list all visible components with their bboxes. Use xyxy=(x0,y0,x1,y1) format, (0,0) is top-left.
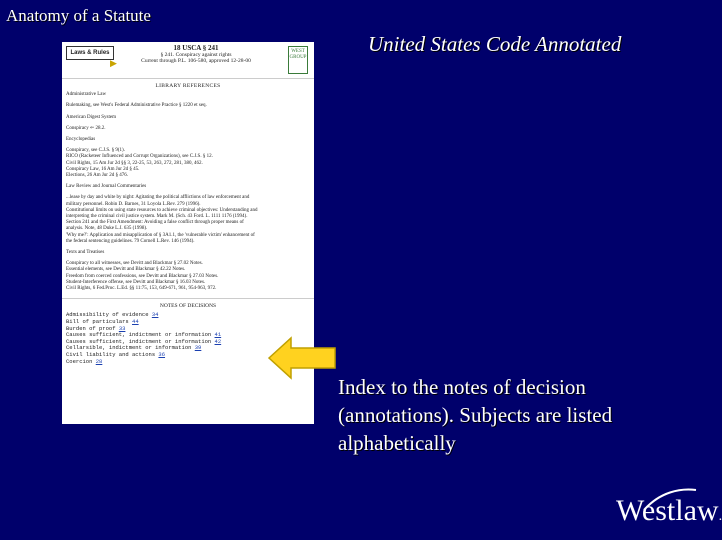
citation-block xyxy=(136,45,256,65)
notes-of-decisions-heading: NOTES OF DECISIONS xyxy=(62,298,314,309)
document-line: interpreting the criminal civil justice system. Mark M. (Sch. 43 Ford. L. 1111 1176 (1994). xyxy=(66,214,248,220)
document-line: American Digest System xyxy=(66,114,116,120)
document-line: ...lease by day and white by night: Agitating the political afflictions of law enforcement and xyxy=(66,195,250,201)
notes-index-label: Causes sufficient, indictment or information xyxy=(66,337,215,345)
library-references-body xyxy=(62,92,314,195)
document-line: Section 241 and the First Amendment: Avoiding a false conflict through proper means of xyxy=(66,220,244,226)
westlaw-logo xyxy=(616,494,722,534)
document-line: Conspiracy, see C.J.S. § 9(1). xyxy=(66,148,125,154)
notes-index-link[interactable]: 41 xyxy=(214,331,222,339)
notes-index-label: Burden of proof xyxy=(66,324,119,332)
document-line: Law Review and Journal Commentaries xyxy=(66,184,147,190)
document-line: Administrative Law xyxy=(66,92,107,98)
citation-line: § 241. Conspiracy against rights xyxy=(160,51,232,58)
slide-subtitle: United States Code Annotated xyxy=(368,32,622,56)
document-line: Essential elements, see Devitt and Blackmar § 42.22 Notes. xyxy=(66,267,186,273)
document-line: Conspiracy Law, 16 Am Jur 2d § 45. xyxy=(66,166,140,172)
citation-number: 18 USCA § 241 xyxy=(173,44,219,52)
document-line: Texts and Treatises xyxy=(66,250,105,256)
annotation-caption: Index to the notes of decision (annotations). Subjects are listed alphabetically xyxy=(338,375,613,455)
document-line: 'Why me?': Application and misapplication of § 3A1.1, the 'vulnerable victim' enhancement of xyxy=(66,232,255,238)
notes-index-label: Admissibility of evidence xyxy=(66,311,152,319)
laws-rules-logo: Laws & Rules xyxy=(66,46,114,60)
library-references-heading: LIBRARY REFERENCES xyxy=(155,83,221,89)
notes-index-link[interactable]: 33 xyxy=(118,324,126,332)
notes-index-link[interactable]: 44 xyxy=(132,318,139,326)
notes-index-link[interactable]: 34 xyxy=(151,311,159,319)
west-group-icon: WEST GROUP xyxy=(288,46,308,74)
document-line: RICO (Racketeer Influenced and Corrupt Organizations), see C.J.S. § 12. xyxy=(66,154,213,160)
westlaw-logo-dot: . xyxy=(718,509,722,524)
commentaries-body xyxy=(62,195,314,292)
document-line: Conspiracy to all witnesses, see Devitt and Blackmar § 27.02 Notes. xyxy=(66,261,203,267)
document-line: Rulemaking, see West's Federal Administrative Practice § 1220 et seq. xyxy=(66,103,207,109)
notes-index-label: Civil liability and actions xyxy=(66,351,159,359)
notes-index-label: Coercion xyxy=(66,357,96,365)
document-line: analysis. Note, 48 Duke L.J. 635 (1998). xyxy=(66,226,148,232)
document-line: Conspiracy ⇐ 28.2. xyxy=(66,125,106,131)
document-line: Civil Rights, 15 Am Jur 2d §§ 3, 22-25, 53, 263, 272, 281, 380, 462. xyxy=(66,160,203,166)
slide-title: Anatomy of a Statute xyxy=(6,6,151,25)
westlaw-logo-text: Westlaw xyxy=(616,494,719,527)
document-line: Student-Interference offense, see Devitt and Blackmar § 16.03 Notes. xyxy=(66,279,206,285)
document-line: the federal sentencing guidelines. 79 Cornell L.Rev. 146 (1994). xyxy=(66,238,195,244)
notes-index-label: Causes sufficient, indictment or information xyxy=(66,331,215,339)
document-line: Civil Rights, 6 Fed.Proc. L.Ed. §§ 11:75, 153, 649-671, 961, 954-963, 972. xyxy=(66,286,217,292)
notes-index-label: Cellarsible, indictment or information xyxy=(66,344,195,352)
left-arrow-icon xyxy=(267,336,337,380)
document-header xyxy=(62,42,314,79)
document-line: Encyclopedias xyxy=(66,137,96,143)
notes-index-link[interactable]: 42 xyxy=(214,337,222,345)
document-line: Constitutional limits on using state resources to achieve criminal objectives: Understanding and xyxy=(66,207,258,213)
notes-index-link[interactable]: 28 xyxy=(95,357,103,365)
notes-index-label: Bill of particulars xyxy=(66,318,133,326)
notes-index-link[interactable]: 36 xyxy=(158,351,166,359)
document-line: Freedom from coerced confessions, see Devitt and Blackmar § 27.03 Notes. xyxy=(66,273,219,279)
document-line: Elections, 26 Am Jur 2d § 476. xyxy=(66,173,128,179)
citation-line: Current through P.L. 106-580, approved 12-28-00 xyxy=(141,58,251,64)
document-line: military personnel. Robin D. Barnes, 31 Loyola L.Rev. 279 (1996). xyxy=(66,201,201,207)
notes-index-link[interactable]: 39 xyxy=(194,344,202,352)
play-arrow-icon: ▶ xyxy=(110,58,117,68)
